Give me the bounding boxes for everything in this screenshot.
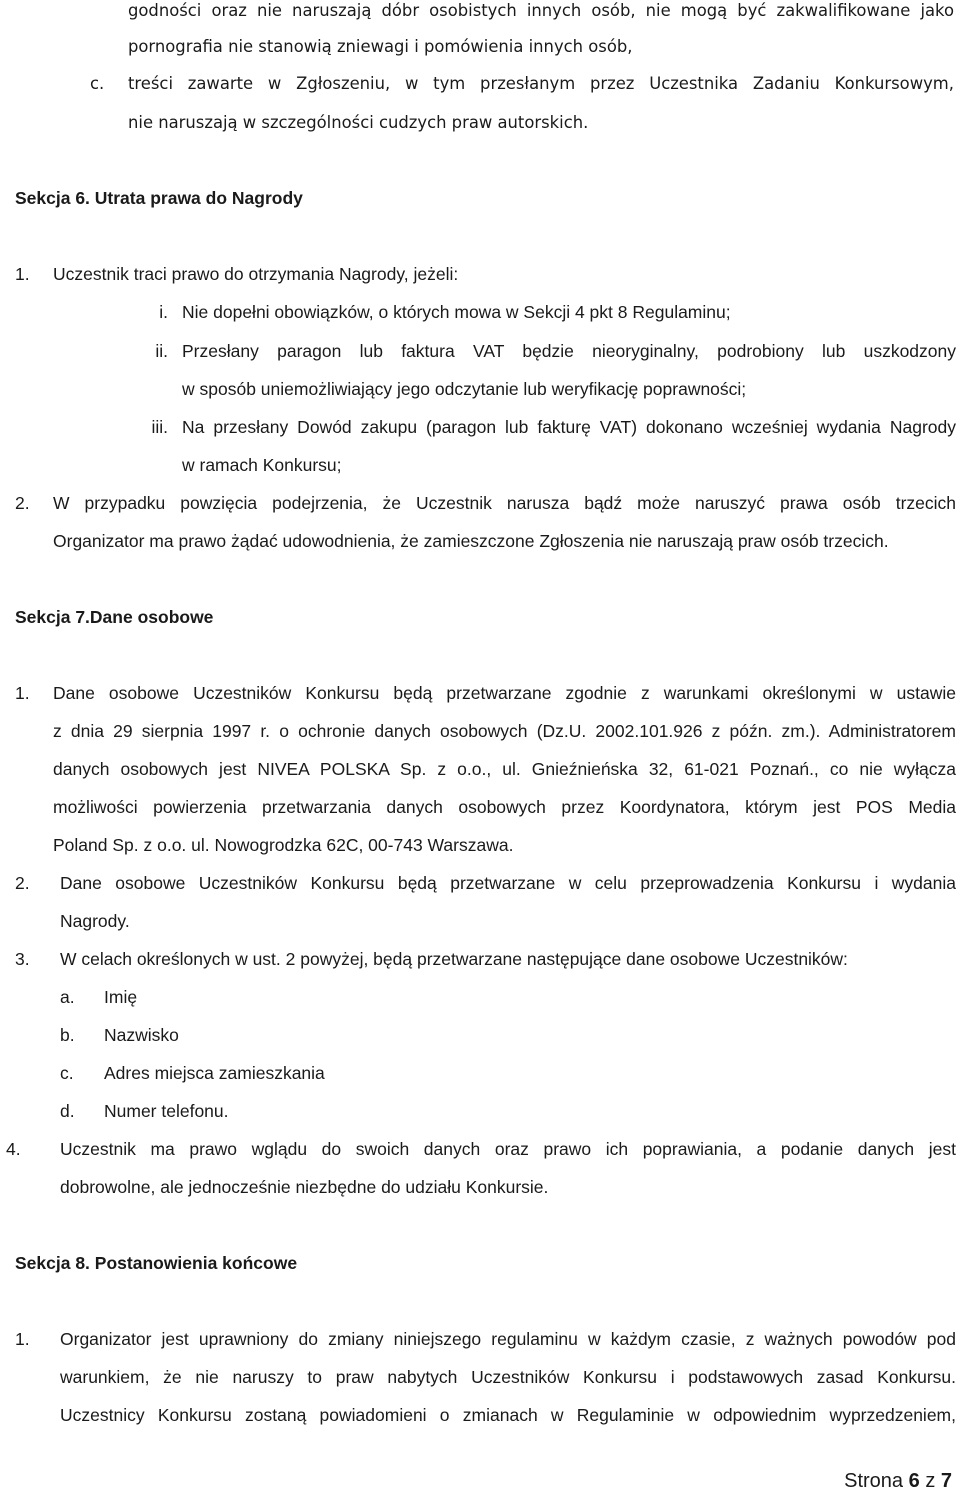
paragraph-line: Uczestnik ma prawo wglądu do swoich danych oraz prawo ich poprawiania, a podanie danych jest [60, 1139, 956, 1159]
total-pages-number: 7 [940, 1470, 952, 1492]
list-marker: b. [60, 1025, 75, 1045]
paragraph-line: treści zawarte w Zgłoszeniu, w tym przesłanym przez Uczestnika Zadaniu Konkursowym, [128, 74, 954, 93]
list-marker: a. [60, 987, 75, 1007]
list-marker: i. [159, 302, 168, 322]
list-number: 3. [15, 949, 30, 969]
paragraph-line: Przesłany paragon lub faktura VAT będzie nieoryginalny, podrobiony lub uszkodzony [182, 341, 956, 361]
list-number: 4. [6, 1139, 21, 1159]
section-heading: Sekcja 8. Postanowienia końcowe [15, 1253, 298, 1273]
footer-prefix: Strona [844, 1470, 904, 1492]
paragraph-line: danych osobowych jest NIVEA POLSKA Sp. z o.o., ul. Gnieźnieńska 32, 61-021 Poznań., co nie wyłącza [53, 759, 956, 779]
list-number: 1. [15, 1329, 30, 1349]
list-number: 2. [15, 873, 30, 893]
paragraph-line: Dane osobowe Uczestników Konkursu będą przetwarzane zgodnie z warunkami określonymi w ustawie [53, 683, 956, 703]
paragraph-line: nie naruszają w szczególności cudzych praw autorskich. [128, 113, 589, 132]
list-number: 1. [15, 264, 30, 284]
paragraph-line: możliwości powierzenia przetwarzania danych osobowych przez Koordynatora, którym jest POS Media [53, 797, 956, 817]
current-page-number: 6 [908, 1470, 920, 1492]
paragraph-line: Na przesłany Dowód zakupu (paragon lub fakturę VAT) dokonano wcześniej wydania Nagrody [182, 417, 956, 437]
footer-separator: z [925, 1470, 936, 1492]
list-marker: ii. [155, 341, 168, 361]
list-marker: c. [60, 1063, 74, 1083]
paragraph-line: w ramach Konkursu; [182, 455, 342, 475]
list-marker: iii. [151, 417, 168, 437]
paragraph-line: z dnia 29 sierpnia 1997 r. o ochronie danych osobowych (Dz.U. 2002.101.926 z późn. zm.). Administratorem [53, 721, 956, 741]
paragraph-line: dobrowolne, ale jednocześnie niezbędne do udziału Konkursie. [60, 1177, 549, 1197]
paragraph-line: godności oraz nie naruszają dóbr osobistych innych osób, nie mogą być zakwalifikowane jako [128, 1, 954, 20]
paragraph-line: W celach określonych w ust. 2 powyżej, będą przetwarzane następujące dane osobowe Uczestników: [60, 949, 848, 969]
paragraph-line: Organizator jest uprawniony do zmiany niniejszego regulaminu w każdym czasie, z ważnych powodów pod [60, 1329, 956, 1349]
paragraph-line: Dane osobowe Uczestników Konkursu będą przetwarzane w celu przeprowadzenia Konkursu i wydania [60, 873, 956, 893]
paragraph-line: pornografia nie stanowią zniewagi i pomówienia innych osób, [128, 37, 633, 56]
paragraph-line: Organizator ma prawo żądać udowodnienia, że zamieszczone Zgłoszenia nie naruszają praw osób trzecich. [53, 531, 889, 551]
paragraph-line: Uczestnik traci prawo do otrzymania Nagrody, jeżeli: [53, 264, 459, 284]
list-item: Adres miejsca zamieszkania [104, 1063, 325, 1083]
section-heading: Sekcja 6. Utrata prawa do Nagrody [15, 188, 303, 208]
section-heading: Sekcja 7.Dane osobowe [15, 607, 214, 627]
list-marker: d. [60, 1101, 75, 1121]
paragraph-line: Nie dopełni obowiązków, o których mowa w Sekcji 4 pkt 8 Regulaminu; [182, 302, 731, 322]
paragraph-line: W przypadku powzięcia podejrzenia, że Uczestnik narusza bądź może naruszyć prawa osób trzecich [53, 493, 956, 513]
paragraph-line: w sposób uniemożliwiający jego odczytanie lub weryfikację poprawności; [182, 379, 747, 399]
list-item: Nazwisko [104, 1025, 179, 1045]
list-item: Imię [104, 987, 138, 1007]
list-number: 1. [15, 683, 30, 703]
page-footer [844, 1468, 952, 1494]
list-marker: c. [90, 74, 105, 93]
list-number: 2. [15, 493, 30, 513]
paragraph-line: Nagrody. [60, 911, 130, 931]
paragraph-line: warunkiem, że nie naruszy to praw nabytych Uczestników Konkursu i podstawowych zasad Konkursu. [60, 1367, 956, 1387]
paragraph-line: Uczestnicy Konkursu zostaną powiadomieni o zmianach w Regulaminie w odpowiednim wyprzedzeniem, [60, 1405, 956, 1425]
list-item: Numer telefonu. [104, 1101, 229, 1121]
paragraph-line: Poland Sp. z o.o. ul. Nowogrodzka 62C, 00-743 Warszawa. [53, 835, 514, 855]
